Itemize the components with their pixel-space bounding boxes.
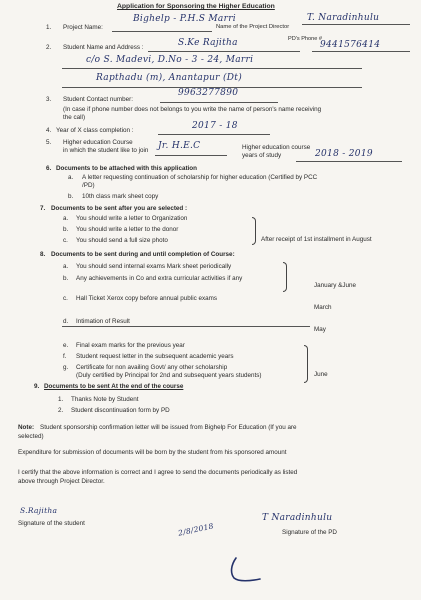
section-8-item-e: Final exam marks for the previous year xyxy=(76,342,185,349)
section-8-item-f-marker: f. xyxy=(63,353,67,360)
year-x-value: 2017 - 18 xyxy=(192,121,238,131)
section-7-heading: Documents to be sent after you are selected : xyxy=(51,205,188,212)
certify-line2: above through Project Director. xyxy=(18,478,105,485)
course-years-label2: years of study xyxy=(242,152,282,159)
note-text-line1: Student sponsorship confirmation letter will be issued from Bighelp For Education (If you are xyxy=(40,424,297,431)
section-8-item-a: You should send internal exams Mark sheet periodically xyxy=(76,263,232,270)
expenditure-text: Expenditure for submission of documents will be born by the student from his sponsored amount xyxy=(18,449,287,456)
director-label: Name of the Project Director xyxy=(216,24,290,30)
section-9-heading: Documents to be sent At the end of the course xyxy=(44,383,184,390)
student-name-underline xyxy=(148,51,300,52)
contact-underline xyxy=(160,102,278,103)
timing-may: May xyxy=(314,326,326,333)
section-8-item-c: Hall Ticket Xerox copy before annual public exams xyxy=(76,295,218,302)
project-name-label: Project Name: xyxy=(63,24,103,31)
section-8-item-a-marker: a. xyxy=(63,263,69,270)
section-7-number: 7. xyxy=(40,205,46,212)
section-8-heading: Documents to be sent during and until completion of Course: xyxy=(51,251,235,258)
contact-value: 9963277890 xyxy=(178,88,239,98)
course-value: Jr. H.E.C xyxy=(158,141,201,151)
student-name-value: S.Ke Rajitha xyxy=(178,38,238,48)
course-years-label1: Higher education course xyxy=(242,144,311,151)
project-name-value: Bighelp - P.H.S Marri xyxy=(133,14,236,24)
note-label: Note: xyxy=(18,424,35,431)
section-8-ab-brace xyxy=(283,262,287,292)
section-6-item-b: 10th class mark sheet copy xyxy=(82,193,159,200)
section-9-item-1-marker: 1. xyxy=(58,396,64,403)
section-9-item-2: Student discontinuation form by PD xyxy=(71,407,170,414)
project-name-underline xyxy=(112,31,212,32)
section-6-item-a-marker: a. xyxy=(68,174,74,181)
form-title: Application for Sponsoring the Higher Education xyxy=(117,3,275,10)
field-3-number: 3. xyxy=(46,96,52,103)
section-6-item-a: A letter requesting continuation of scholarship for higher education (Certified by PCC xyxy=(82,174,318,181)
contact-label: Student Contact number: xyxy=(63,96,134,103)
contact-note-line2: the call) xyxy=(63,114,86,121)
year-x-underline xyxy=(158,134,270,135)
section-8-item-d-marker: d. xyxy=(63,318,69,325)
section-8-item-g-marker: g. xyxy=(63,364,69,371)
date-handwritten: 2/8/2018 xyxy=(177,521,215,538)
section-8-number: 8. xyxy=(40,251,46,258)
section-8-item-e-marker: e. xyxy=(63,342,69,349)
field-5-number: 5. xyxy=(46,139,52,146)
pd-phone-underline xyxy=(312,51,410,52)
pd-signature-handwritten: T Naradinhulu xyxy=(262,513,333,523)
section-8-item-b-marker: b. xyxy=(63,275,69,282)
field-4-number: 4. xyxy=(46,127,52,134)
student-address-line1: c/o S. Madevi, D.No - 3 - 24, Marri xyxy=(86,55,254,65)
section-9-item-1: Thanks Note by Student xyxy=(71,396,139,403)
pd-phone-label: PD's Phone # xyxy=(288,36,323,42)
pd-signature-label: Signature of the PD xyxy=(282,529,337,536)
section-7-item-b: You should write a letter to the donor xyxy=(76,226,179,233)
higher-ed-label1: Higher education Course xyxy=(63,139,133,146)
section-8-efg-brace xyxy=(304,345,308,383)
section-8-item-c-marker: c. xyxy=(63,295,68,302)
section-7-note: After receipt of 1st installment in August xyxy=(261,236,372,243)
section-8-item-g-cont: (Duly certified by Principal for 2nd and subsequent years students) xyxy=(76,372,262,379)
course-years-value: 2018 - 2019 xyxy=(315,149,373,159)
result-line xyxy=(62,326,310,327)
section-8-item-b: Any achievements in Co and extra curricular activities if any xyxy=(76,275,243,282)
contact-note-line1: (In case if phone number does not belongs to you write the name of person's name receiving xyxy=(63,106,322,113)
year-x-label: Year of X class completion : xyxy=(56,127,134,134)
timing-january-june: January &June xyxy=(314,282,357,289)
section-9-number: 9. xyxy=(34,383,40,390)
section-6-heading: Documents to be attached with this application xyxy=(56,165,197,172)
field-1-number: 1. xyxy=(46,24,52,31)
higher-ed-label2: in which the student like to join xyxy=(63,147,149,154)
ink-scribble-mark xyxy=(222,555,272,585)
director-name-value: T. Naradinhulu xyxy=(307,13,380,23)
section-7-item-c: You should send a full size photo xyxy=(76,237,168,244)
section-7-item-a: You should write a letter to Organization xyxy=(76,215,188,222)
certify-line1: I certify that the above information is correct and I agree to send the documents periodically as listed xyxy=(18,469,298,476)
student-signature-label: Signature of the student xyxy=(18,520,85,527)
section-8-item-g: Certificate for non availing Govt/ any other scholarship xyxy=(76,364,228,371)
pd-phone-value: 9441576414 xyxy=(320,40,381,50)
section-6-item-b-marker: b. xyxy=(68,193,74,200)
section-8-item-f: Student request letter in the subsequent academic years xyxy=(76,353,234,360)
student-name-address-label: Student Name and Address : xyxy=(63,44,144,51)
section-7-item-a-marker: a. xyxy=(63,215,69,222)
course-underline xyxy=(155,155,227,156)
note-text-line2: selected) xyxy=(18,433,44,440)
course-years-underline xyxy=(296,161,402,162)
field-2-number: 2. xyxy=(46,44,52,51)
student-address-line2: Rapthadu (m), Anantapur (Dt) xyxy=(96,73,243,83)
student-signature-handwritten: S.Rajitha xyxy=(20,506,58,515)
timing-march: March xyxy=(314,304,332,311)
section-8-item-d: Intimation of Result xyxy=(76,318,130,325)
section-7-item-b-marker: b. xyxy=(63,226,69,233)
section-6-item-a-cont: /PD) xyxy=(82,182,95,189)
director-underline xyxy=(302,24,410,25)
timing-june: June xyxy=(314,371,328,378)
section-9-item-2-marker: 2. xyxy=(58,407,64,414)
section-6-number: 6. xyxy=(46,165,52,172)
address-line1-underline xyxy=(62,68,362,69)
section-7-brace xyxy=(252,217,256,245)
section-7-item-c-marker: c. xyxy=(63,237,68,244)
